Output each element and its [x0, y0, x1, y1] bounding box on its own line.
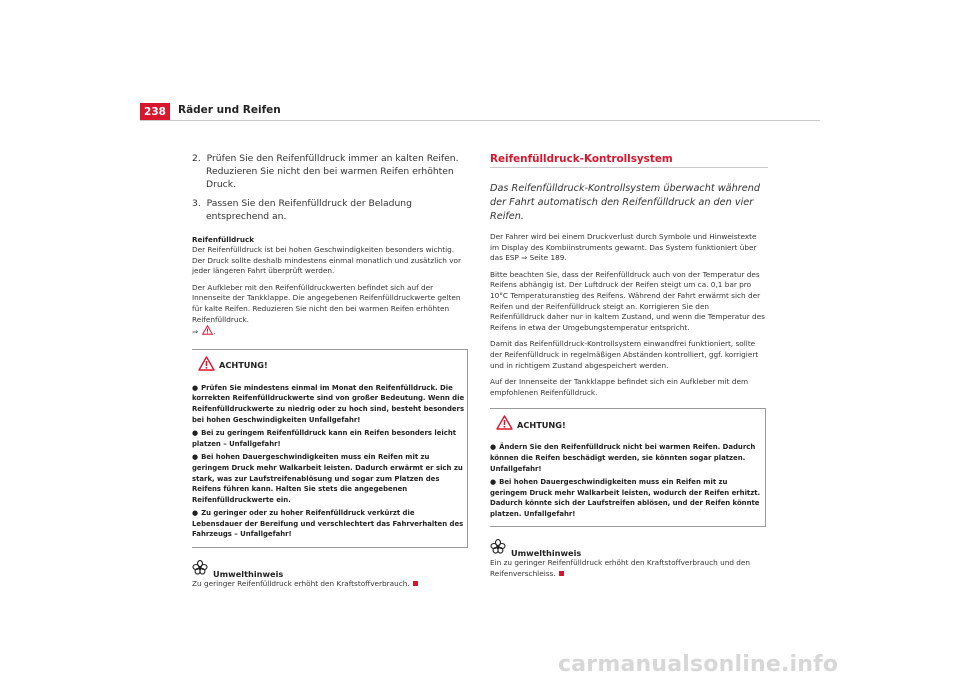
- warning-title: ACHTUNG!: [219, 360, 268, 371]
- warning-title: ACHTUNG!: [517, 419, 566, 430]
- end-marker: [413, 581, 418, 586]
- page-number: 238: [140, 103, 170, 120]
- step-2: [192, 152, 468, 191]
- watermark: carmanualsonline.info: [558, 652, 839, 677]
- warning-item: ● Prüfen Sie mindestens einmal im Monat den Reifenfülldruck. Die korrekten Reifenfülldruckwerte sind von großer Bedeutung. Wenn die Reifenfülldruckwerte zu niedrig oder zu hoch sind, besteht besonders bei hohen Geschwindigkeiten Unfallgefahr!: [192, 383, 465, 424]
- header-rule: [140, 120, 820, 121]
- step-text: Prüfen Sie den Reifenfülldruck immer an kalten Reifen. Reduzieren Sie nicht den bei warmen Reifen erhöhten Druck.: [206, 153, 459, 190]
- section-title: Reifenfülldruck-Kontrollsystem: [490, 152, 768, 168]
- warning-item: ● Zu geringer oder zu hoher Reifenfülldruck verkürzt die Lebensdauer der Bereifung und verschlechtert das Fahrverhalten des Fahrzeugs – Unfallgefahr!: [192, 509, 464, 539]
- flower-icon: [490, 539, 506, 558]
- warning-item: ● Bei zu geringem Reifenfülldruck kann ein Reifen besonders leicht platzen – Unfallgefahr!: [192, 429, 457, 448]
- section-intro: Das Reifenfülldruck-Kontrollsystem überwacht während der Fahrt automatisch den Reifenfülldruck an den vier Reifen.: [490, 183, 760, 222]
- environment-title: Umwelthinweis: [213, 569, 284, 580]
- warning-item: ● Bei hohen Dauergeschwindigkeiten muss ein Reifen mit zu geringem Druck mehr Walkarbeit leisten. Dadurch erwärmt er sich zu stark, was zur Laufstreifenablösung und sogar zum Platzen des Reifens führen kann. Halten Sie stets die angegebenen Reifenfülldruckwerte ein.: [192, 453, 463, 504]
- warning-header: [198, 356, 465, 375]
- step-number: 3.: [192, 198, 201, 209]
- warning-triangle-icon: [202, 325, 213, 339]
- environment-title: Umwelthinweis: [511, 548, 582, 559]
- environment-text: Zu geringer Reifenfülldruck erhöht den Kraftstoffverbrauch.: [192, 579, 468, 590]
- step-number: 2.: [192, 153, 201, 164]
- paragraph-text: Der Aufkleber mit den Reifenfülldruckwerten befindet sich auf der Innenseite der Tankklappe. Die angegebenen Reifenfülldruckwerte gelten für kalte Reifen. Reduzieren Sie nicht den bei warmen Reifen erhöhten Reifenfülldruck.: [192, 282, 461, 324]
- paragraph: Bitte beachten Sie, dass der Reifenfülldruck auch von der Temperatur des Reifens abhängig ist. Der Luftdruck der Reifen steigt um ca. 0,1 bar pro 10°C Temperaturanstieg des Reifens. Während der Fahrt erwärmt sich der Reifen und der Reifenfülldruck steigt an. Korrigieren Sie den Reifenfülldruck daher nur in kaltem Zustand, und wenn die Temperatur des Reifens in etwa der Umgebungstemperatur entspricht.: [490, 269, 765, 332]
- warning-box: [192, 349, 468, 548]
- left-column: [192, 152, 468, 596]
- warning-triangle-icon: [198, 356, 215, 375]
- warning-header: [496, 415, 763, 434]
- paragraph: Damit das Reifenfülldruck-Kontrollsystem einwandfrei funktioniert, sollte der Reifenfülldruck in regelmäßigen Abständen kontrolliert, ggf. korrigiert und in richtigem Zustand abgespeichert werden.: [490, 339, 759, 370]
- end-marker: [559, 571, 564, 576]
- subheading-reifenfuelldruck: Reifenfülldruck: [192, 235, 255, 244]
- running-header: Räder und Reifen: [178, 104, 281, 116]
- environment-header: [192, 560, 468, 579]
- step-text: Passen Sie den Reifenfülldruck der Beladung entsprechend an.: [206, 198, 412, 222]
- warning-box: [490, 408, 766, 527]
- right-column: [490, 152, 766, 586]
- paragraph: Der Aufkleber mit den Reifenfülldruckwerten befindet sich auf der Innenseite der Tankklappe. Die angegebenen Reifenfülldruckwerte gelten für kalte Reifen. Reduzieren Sie nicht den bei warmen Reifen erhöhten Reifenfülldruck. ⇒ .: [192, 283, 468, 339]
- paragraph: Der Fahrer wird bei einem Druckverlust durch Symbole und Hinweistexte im Display des Kombiinstruments gewarnt. Das System funktioniert über das ESP ⇒ Seite 189.: [490, 232, 757, 263]
- flower-icon: [192, 560, 208, 579]
- warning-item: ● Ändern Sie den Reifenfülldruck nicht bei warmen Reifen. Dadurch können die Reifen beschädigt werden, sie könnten sogar platzen. Unfallgefahr!: [490, 443, 756, 473]
- paragraph: Auf der Innenseite der Tankklappe befindet sich ein Aufkleber mit dem empfohlenen Reifenfülldruck.: [490, 377, 749, 397]
- step-3: [192, 197, 468, 223]
- warning-triangle-icon: [496, 415, 513, 434]
- paragraph: Der Reifenfülldruck ist bei hohen Geschwindigkeiten besonders wichtig. Der Druck sollte deshalb mindestens einmal monatlich und zusätzlich vor jeder längeren Fahrt überprüft werden.: [192, 245, 462, 276]
- arrow-ref-icon[interactable]: ⇒: [192, 327, 199, 337]
- warning-item: ● Bei hohen Dauergeschwindigkeiten muss ein Reifen mit zu geringem Druck mehr Walkarbeit leisten, wodurch der Reifen erhitzt. Dadurch könnte sich der Laufstreifen ablösen, und der Reifen könnte platzen. Unfallgefahr!: [490, 478, 761, 518]
- environment-header: [490, 539, 766, 558]
- environment-text: Ein zu geringer Reifenfülldruck erhöht den Kraftstoffverbrauch und den Reifenverschleiss.: [490, 558, 751, 579]
